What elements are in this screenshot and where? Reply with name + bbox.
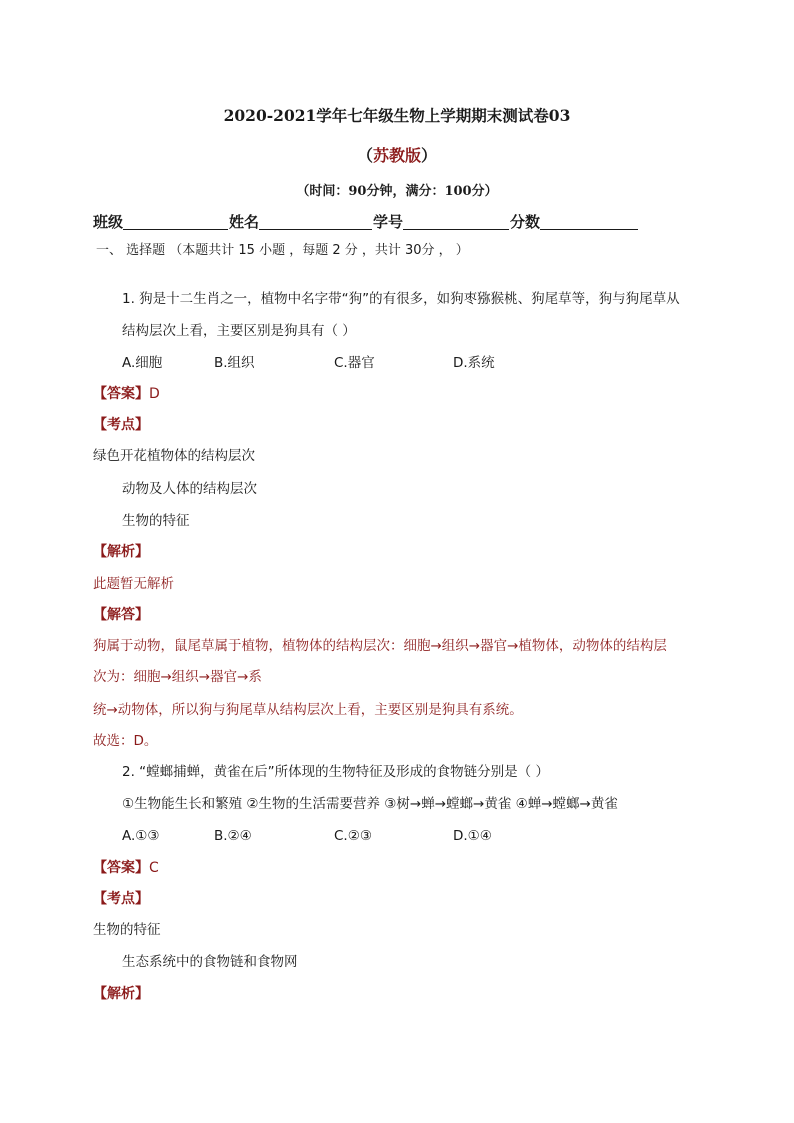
q2-stem-line2: ①生物能生长和繁殖 ②生物的生活需要营养 ③树→蝉→螳螂→黄雀 ④蝉→螳螂→黄雀 [122, 796, 618, 812]
q2-kaodian-1: 生物的特征 [93, 922, 161, 938]
score-blank [540, 215, 638, 230]
q1-answer-value: D [149, 386, 160, 402]
q1-option-b: B.组织 [214, 355, 255, 371]
q1-kaodian-label: 【考点】 [93, 417, 149, 433]
q2-option-b: B.②④ [214, 828, 252, 844]
q1-jieda-line3: 统→动物体，所以狗与狗尾草从结构层次上看，主要区别是狗具有系统。 [93, 702, 523, 718]
student-id-blank [403, 215, 509, 230]
q2-jiexi-label: 【解析】 [93, 986, 149, 1002]
student-info-row [93, 215, 639, 230]
q2-answer-value: C [149, 860, 159, 876]
q2-kaodian-label: 【考点】 [93, 891, 149, 907]
q1-jieda-line1: 狗属于动物，鼠尾草属于植物，植物体的结构层次：细胞→组织→器官→植物体，动物体的结构层 [93, 638, 667, 654]
q2-stem-line1: 2. “螳螂捕蝉，黄雀在后”所体现的生物特征及形成的食物链分别是（ ） [122, 764, 549, 780]
q2-option-c: C.②③ [334, 828, 372, 844]
page-title: 2020-2021学年七年级生物上学期期末测试卷03 [223, 106, 571, 125]
paren-open: （ [356, 146, 373, 165]
q1-kaodian-2: 动物及人体的结构层次 [122, 481, 257, 497]
q1-stem-line2: 结构层次上看，主要区别是狗具有（ ） [122, 323, 356, 339]
class-label: 班级 [93, 213, 124, 231]
q1-answer [93, 387, 160, 401]
name-blank [259, 215, 372, 230]
q1-jieda-line2: 次为：细胞→组织→器官→系 [93, 669, 262, 685]
q1-jieda-line4: 故选：D。 [93, 733, 158, 749]
name-label: 姓名 [229, 213, 260, 231]
q2-answer [93, 861, 159, 875]
edition-subtitle [0, 148, 794, 164]
q1-jieda-label: 【解答】 [93, 607, 149, 623]
q1-option-a: A.细胞 [122, 355, 163, 371]
edition-name: 苏教版 [372, 146, 421, 165]
q1-kaodian-1: 绿色开花植物体的结构层次 [93, 448, 255, 464]
q1-jiexi-label: 【解析】 [93, 544, 149, 560]
student-id-label: 学号 [373, 213, 404, 231]
q2-options [122, 830, 492, 844]
class-blank [123, 215, 228, 230]
time-info: （时间：90分钟，满分：100分） [296, 184, 498, 199]
q2-option-a: A.①③ [122, 828, 160, 844]
q2-kaodian-2: 生态系统中的食物链和食物网 [122, 954, 298, 970]
q1-option-c: C.器官 [334, 355, 375, 371]
q1-option-d: D.系统 [453, 355, 495, 371]
q2-option-d: D.①④ [453, 828, 492, 844]
q1-stem-line1: 1. 狗是十二生肖之一，植物中名字带“狗”的有很多，如狗枣猕猴桃、狗尾草等，狗与狗尾草从 [122, 291, 680, 307]
score-label: 分数 [510, 213, 541, 231]
q2-answer-label: 【答案】 [93, 860, 149, 876]
q1-answer-label: 【答案】 [93, 386, 149, 402]
section-title: 一、 选择题 （本题共计 15 小题 ，每题 2 分 ，共计 30分 ， ） [96, 243, 469, 258]
paren-close: ） [421, 146, 438, 165]
q1-kaodian-3: 生物的特征 [122, 513, 190, 529]
q1-jiexi-text: 此题暂无解析 [93, 576, 174, 592]
q1-options [122, 357, 495, 371]
